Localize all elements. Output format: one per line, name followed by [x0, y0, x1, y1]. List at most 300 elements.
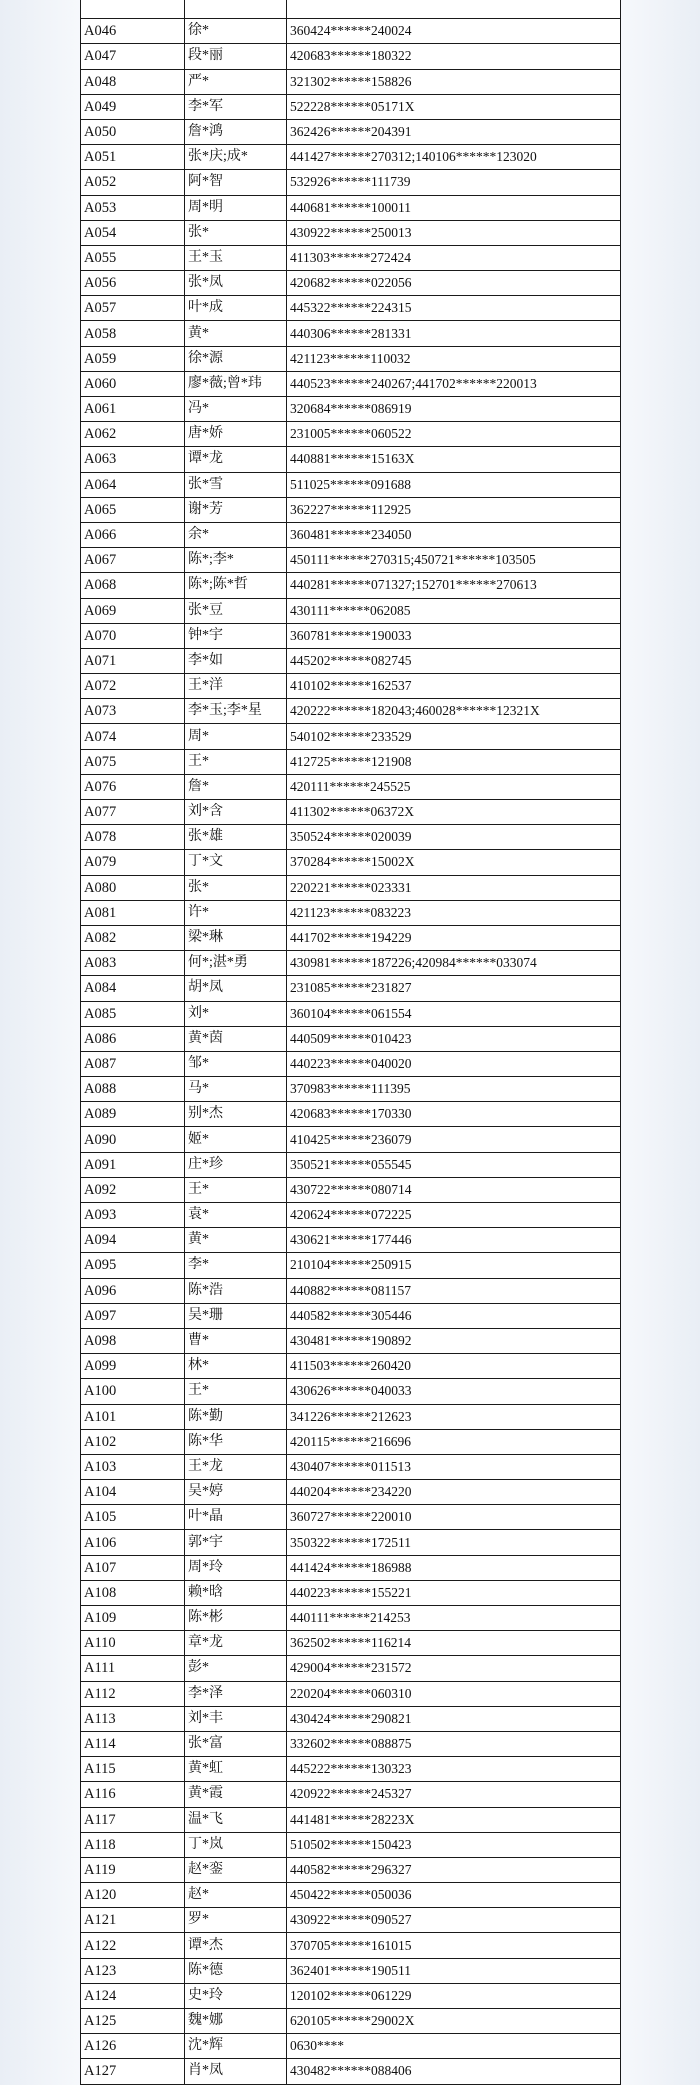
row-id-number: 420682******022056	[287, 271, 621, 296]
row-code: A081	[81, 900, 185, 925]
table-row	[81, 1253, 621, 1278]
table-row	[81, 900, 621, 925]
row-name: 袁*	[185, 1203, 287, 1228]
row-name: 吴*珊	[185, 1303, 287, 1328]
row-name: 周*	[185, 724, 287, 749]
row-id-number: 320684******086919	[287, 397, 621, 422]
row-name: 黄*霞	[185, 1782, 287, 1807]
table-row	[81, 94, 621, 119]
row-code: A058	[81, 321, 185, 346]
row-name: 赵*	[185, 1883, 287, 1908]
table-row	[81, 1177, 621, 1202]
row-id-number: 450111******270315;450721******103505	[287, 548, 621, 573]
table-row	[81, 1505, 621, 1530]
table-row	[81, 119, 621, 144]
row-code: A102	[81, 1429, 185, 1454]
row-id-number: 420922******245327	[287, 1782, 621, 1807]
table-row	[81, 1580, 621, 1605]
row-name: 王*龙	[185, 1454, 287, 1479]
table-row	[81, 1757, 621, 1782]
row-id-number: 430922******250013	[287, 220, 621, 245]
row-id-number: 430922******090527	[287, 1908, 621, 1933]
table-row	[81, 1454, 621, 1479]
table-row	[81, 1404, 621, 1429]
row-code: A052	[81, 170, 185, 195]
row-code: A091	[81, 1152, 185, 1177]
row-code: A089	[81, 1102, 185, 1127]
row-name: 王*洋	[185, 674, 287, 699]
table-row	[81, 1102, 621, 1127]
row-code: A092	[81, 1177, 185, 1202]
row-id-number: 420683******170330	[287, 1102, 621, 1127]
table-row	[81, 346, 621, 371]
row-code: A127	[81, 2059, 185, 2084]
row-name: 王*	[185, 1177, 287, 1202]
row-name: 李*	[185, 1253, 287, 1278]
row-name: 邹*	[185, 1051, 287, 1076]
table-row	[81, 1077, 621, 1102]
row-id-number: 440523******240267;441702******220013	[287, 371, 621, 396]
table-row	[81, 724, 621, 749]
row-id-number: 411503******260420	[287, 1354, 621, 1379]
row-id-number: 440509******010423	[287, 1026, 621, 1051]
row-name: 谭*杰	[185, 1933, 287, 1958]
row-name: 胡*凤	[185, 976, 287, 1001]
row-code: A086	[81, 1026, 185, 1051]
row-id-number: 0630****	[287, 2034, 621, 2059]
table-row	[81, 875, 621, 900]
row-code: A119	[81, 1857, 185, 1882]
row-code: A070	[81, 623, 185, 648]
table-row	[81, 1832, 621, 1857]
row-id-number: 362502******116214	[287, 1631, 621, 1656]
row-id-number: 445322******224315	[287, 296, 621, 321]
table-row	[81, 0, 621, 19]
row-code: A067	[81, 548, 185, 573]
row-code: A126	[81, 2034, 185, 2059]
table-row	[81, 220, 621, 245]
row-id-number: 420111******245525	[287, 774, 621, 799]
row-id-number: 441427******270312;140106******123020	[287, 145, 621, 170]
row-name: 陈*;陈*哲	[185, 573, 287, 598]
row-id-number: 370284******15002X	[287, 850, 621, 875]
table-row	[81, 170, 621, 195]
row-name: 何*;湛*勇	[185, 951, 287, 976]
row-code: A084	[81, 976, 185, 1001]
row-code: A122	[81, 1933, 185, 1958]
row-code: A120	[81, 1883, 185, 1908]
table-row	[81, 447, 621, 472]
row-name: 陈*华	[185, 1429, 287, 1454]
row-name: 肖*凤	[185, 2059, 287, 2084]
row-name: 张*雪	[185, 472, 287, 497]
table-row	[81, 648, 621, 673]
row-name: 丁*文	[185, 850, 287, 875]
row-id-number: 510502******150423	[287, 1832, 621, 1857]
row-id-number: 360424******240024	[287, 19, 621, 44]
row-name: 张*庆;成*	[185, 145, 287, 170]
row-code: A108	[81, 1580, 185, 1605]
row-code: A118	[81, 1832, 185, 1857]
row-code: A111	[81, 1656, 185, 1681]
table-row	[81, 1681, 621, 1706]
row-code: A076	[81, 774, 185, 799]
row-code: A063	[81, 447, 185, 472]
row-name: 黄*茵	[185, 1026, 287, 1051]
table-row	[81, 1228, 621, 1253]
row-code: A061	[81, 397, 185, 422]
row-name: 许*	[185, 900, 287, 925]
row-name: 谢*芳	[185, 497, 287, 522]
table-row	[81, 674, 621, 699]
row-code: A073	[81, 699, 185, 724]
row-name: 段*丽	[185, 44, 287, 69]
row-id-number: 450422******050036	[287, 1883, 621, 1908]
table-row	[81, 2059, 621, 2084]
row-code: A123	[81, 1958, 185, 1983]
row-code: A106	[81, 1530, 185, 1555]
row-id-number: 430424******290821	[287, 1706, 621, 1731]
row-id-number: 421123******110032	[287, 346, 621, 371]
row-name: 马*	[185, 1077, 287, 1102]
table-row	[81, 1631, 621, 1656]
row-id-number: 420683******180322	[287, 44, 621, 69]
table-row	[81, 1530, 621, 1555]
table-row	[81, 1152, 621, 1177]
row-id-number	[287, 0, 621, 19]
row-code: A094	[81, 1228, 185, 1253]
row-name: 罗*	[185, 1908, 287, 1933]
row-code: A051	[81, 145, 185, 170]
table-body	[81, 0, 621, 2084]
row-code: A103	[81, 1454, 185, 1479]
row-code: A113	[81, 1706, 185, 1731]
row-name: 曹*	[185, 1328, 287, 1353]
row-code: A085	[81, 1001, 185, 1026]
table-row	[81, 1203, 621, 1228]
row-code: A048	[81, 69, 185, 94]
table-row	[81, 472, 621, 497]
row-name: 张*雄	[185, 825, 287, 850]
row-id-number: 231005******060522	[287, 422, 621, 447]
table-row	[81, 1001, 621, 1026]
row-id-number: 362227******112925	[287, 497, 621, 522]
row-name: 庄*珍	[185, 1152, 287, 1177]
row-id-number: 440882******081157	[287, 1278, 621, 1303]
row-id-number: 445202******082745	[287, 648, 621, 673]
row-id-number: 430482******088406	[287, 2059, 621, 2084]
row-name: 叶*晶	[185, 1505, 287, 1530]
row-code: A125	[81, 2009, 185, 2034]
row-id-number: 430111******062085	[287, 598, 621, 623]
row-name: 廖*薇;曾*玮	[185, 371, 287, 396]
table-row	[81, 422, 621, 447]
table-row	[81, 1379, 621, 1404]
row-name: 叶*成	[185, 296, 287, 321]
row-id-number: 120102******061229	[287, 1983, 621, 2008]
row-id-number: 360781******190033	[287, 623, 621, 648]
row-id-number: 360104******061554	[287, 1001, 621, 1026]
row-code: A068	[81, 573, 185, 598]
table-row	[81, 1026, 621, 1051]
row-name: 詹*	[185, 774, 287, 799]
table-row	[81, 548, 621, 573]
row-name: 沈*辉	[185, 2034, 287, 2059]
row-name: 黄*	[185, 321, 287, 346]
row-id-number: 511025******091688	[287, 472, 621, 497]
row-name: 李*军	[185, 94, 287, 119]
table-row	[81, 774, 621, 799]
row-id-number: 411303******272424	[287, 245, 621, 270]
row-id-number: 332602******088875	[287, 1731, 621, 1756]
row-id-number: 441424******186988	[287, 1555, 621, 1580]
row-name: 李*泽	[185, 1681, 287, 1706]
row-code: A116	[81, 1782, 185, 1807]
row-id-number: 421123******083223	[287, 900, 621, 925]
row-code: A047	[81, 44, 185, 69]
table-row	[81, 825, 621, 850]
row-code: A112	[81, 1681, 185, 1706]
row-code: A104	[81, 1480, 185, 1505]
table-row	[81, 1555, 621, 1580]
row-id-number: 532926******111739	[287, 170, 621, 195]
row-id-number: 440223******155221	[287, 1580, 621, 1605]
row-code: A093	[81, 1203, 185, 1228]
row-name: 林*	[185, 1354, 287, 1379]
row-code: A057	[81, 296, 185, 321]
row-id-number: 231085******231827	[287, 976, 621, 1001]
table-row	[81, 2034, 621, 2059]
row-name: 王*玉	[185, 245, 287, 270]
row-id-number: 410425******236079	[287, 1127, 621, 1152]
row-code: A115	[81, 1757, 185, 1782]
row-name: 陈*浩	[185, 1278, 287, 1303]
row-code: A117	[81, 1807, 185, 1832]
row-code: A071	[81, 648, 185, 673]
row-name: 温*飞	[185, 1807, 287, 1832]
row-name: 王*	[185, 1379, 287, 1404]
table-row	[81, 1354, 621, 1379]
table-row	[81, 800, 621, 825]
row-id-number: 341226******212623	[287, 1404, 621, 1429]
table-row	[81, 1429, 621, 1454]
row-code: A098	[81, 1328, 185, 1353]
table-row	[81, 1127, 621, 1152]
table-row	[81, 623, 621, 648]
table-row	[81, 1933, 621, 1958]
row-id-number: 350322******172511	[287, 1530, 621, 1555]
row-name: 徐*源	[185, 346, 287, 371]
row-id-number: 522228******05171X	[287, 94, 621, 119]
row-id-number: 429004******231572	[287, 1656, 621, 1681]
row-code: A105	[81, 1505, 185, 1530]
row-id-number: 360481******234050	[287, 522, 621, 547]
row-id-number: 540102******233529	[287, 724, 621, 749]
row-name: 郭*宇	[185, 1530, 287, 1555]
row-id-number: 210104******250915	[287, 1253, 621, 1278]
row-id-number: 350524******020039	[287, 825, 621, 850]
table-row	[81, 1656, 621, 1681]
row-name: 刘*	[185, 1001, 287, 1026]
row-id-number: 362401******190511	[287, 1958, 621, 1983]
row-name: 李*如	[185, 648, 287, 673]
row-id-number: 441481******28223X	[287, 1807, 621, 1832]
row-name: 徐*	[185, 19, 287, 44]
row-code: A079	[81, 850, 185, 875]
row-code: A114	[81, 1731, 185, 1756]
row-name: 陈*彬	[185, 1606, 287, 1631]
row-id-number: 370705******161015	[287, 1933, 621, 1958]
row-id-number: 410102******162537	[287, 674, 621, 699]
row-name: 魏*娜	[185, 2009, 287, 2034]
row-id-number: 411302******06372X	[287, 800, 621, 825]
row-code: A121	[81, 1908, 185, 1933]
table-row	[81, 1782, 621, 1807]
row-code: A087	[81, 1051, 185, 1076]
row-name: 余*	[185, 522, 287, 547]
table-row	[81, 1983, 621, 2008]
row-id-number: 440111******214253	[287, 1606, 621, 1631]
table-row	[81, 522, 621, 547]
row-name: 周*明	[185, 195, 287, 220]
table-row	[81, 1606, 621, 1631]
row-id-number: 420222******182043;460028******12321X	[287, 699, 621, 724]
row-code: A088	[81, 1077, 185, 1102]
table-row	[81, 1303, 621, 1328]
row-code: A056	[81, 271, 185, 296]
row-code: A095	[81, 1253, 185, 1278]
row-code	[81, 0, 185, 19]
row-code: A049	[81, 94, 185, 119]
row-name: 阿*智	[185, 170, 287, 195]
row-name: 姬*	[185, 1127, 287, 1152]
row-id-number: 440582******305446	[287, 1303, 621, 1328]
row-code: A090	[81, 1127, 185, 1152]
row-id-number: 430981******187226;420984******033074	[287, 951, 621, 976]
row-id-number: 430621******177446	[287, 1228, 621, 1253]
row-name: 唐*娇	[185, 422, 287, 447]
row-code: A055	[81, 245, 185, 270]
table-row	[81, 145, 621, 170]
row-id-number: 420624******072225	[287, 1203, 621, 1228]
row-id-number: 350521******055545	[287, 1152, 621, 1177]
row-code: A078	[81, 825, 185, 850]
row-id-number: 362426******204391	[287, 119, 621, 144]
table-row	[81, 1908, 621, 1933]
table-row	[81, 1480, 621, 1505]
row-name: 黄*虹	[185, 1757, 287, 1782]
row-code: A069	[81, 598, 185, 623]
row-name: 王*	[185, 749, 287, 774]
row-code: A066	[81, 522, 185, 547]
row-name: 张*豆	[185, 598, 287, 623]
row-name: 陈*;李*	[185, 548, 287, 573]
row-id-number: 440281******071327;152701******270613	[287, 573, 621, 598]
data-sheet	[80, 0, 620, 2085]
row-code: A077	[81, 800, 185, 825]
row-code: A072	[81, 674, 185, 699]
row-id-number: 440881******15163X	[287, 447, 621, 472]
table-row	[81, 749, 621, 774]
table-row	[81, 2009, 621, 2034]
row-name: 赵*銮	[185, 1857, 287, 1882]
table-row	[81, 1278, 621, 1303]
row-id-number: 321302******158826	[287, 69, 621, 94]
row-name	[185, 0, 287, 19]
row-name: 詹*鸿	[185, 119, 287, 144]
row-code: A059	[81, 346, 185, 371]
table-row	[81, 1958, 621, 1983]
row-code: A075	[81, 749, 185, 774]
table-row	[81, 1807, 621, 1832]
table-row	[81, 699, 621, 724]
row-name: 别*杰	[185, 1102, 287, 1127]
row-id-number: 420115******216696	[287, 1429, 621, 1454]
row-id-number: 440306******281331	[287, 321, 621, 346]
row-id-number: 620105******29002X	[287, 2009, 621, 2034]
row-code: A124	[81, 1983, 185, 2008]
row-id-number: 360727******220010	[287, 1505, 621, 1530]
row-code: A065	[81, 497, 185, 522]
row-code: A080	[81, 875, 185, 900]
row-code: A074	[81, 724, 185, 749]
row-code: A050	[81, 119, 185, 144]
row-id-number: 440223******040020	[287, 1051, 621, 1076]
row-name: 赖*晗	[185, 1580, 287, 1605]
table-row	[81, 925, 621, 950]
row-id-number: 430407******011513	[287, 1454, 621, 1479]
table-row	[81, 296, 621, 321]
row-name: 张*	[185, 875, 287, 900]
row-code: A064	[81, 472, 185, 497]
row-code: A107	[81, 1555, 185, 1580]
table-row	[81, 69, 621, 94]
table-row	[81, 1051, 621, 1076]
table-row	[81, 573, 621, 598]
table-row	[81, 1731, 621, 1756]
row-code: A082	[81, 925, 185, 950]
row-id-number: 370983******111395	[287, 1077, 621, 1102]
table-row	[81, 195, 621, 220]
row-code: A101	[81, 1404, 185, 1429]
row-name: 李*玉;李*星	[185, 699, 287, 724]
row-code: A099	[81, 1354, 185, 1379]
row-id-number: 430481******190892	[287, 1328, 621, 1353]
row-code: A062	[81, 422, 185, 447]
row-id-number: 430626******040033	[287, 1379, 621, 1404]
table-row	[81, 1328, 621, 1353]
row-code: A109	[81, 1606, 185, 1631]
table-row	[81, 371, 621, 396]
row-name: 张*凤	[185, 271, 287, 296]
table-row	[81, 271, 621, 296]
table-row	[81, 598, 621, 623]
table-row	[81, 850, 621, 875]
row-code: A053	[81, 195, 185, 220]
row-name: 谭*龙	[185, 447, 287, 472]
row-code: A097	[81, 1303, 185, 1328]
table-row	[81, 1857, 621, 1882]
row-id-number: 440582******296327	[287, 1857, 621, 1882]
registration-table	[80, 0, 621, 2085]
row-id-number: 412725******121908	[287, 749, 621, 774]
table-row	[81, 497, 621, 522]
row-name: 史*玲	[185, 1983, 287, 2008]
row-name: 吴*婷	[185, 1480, 287, 1505]
table-row	[81, 245, 621, 270]
table-row	[81, 19, 621, 44]
row-id-number: 441702******194229	[287, 925, 621, 950]
